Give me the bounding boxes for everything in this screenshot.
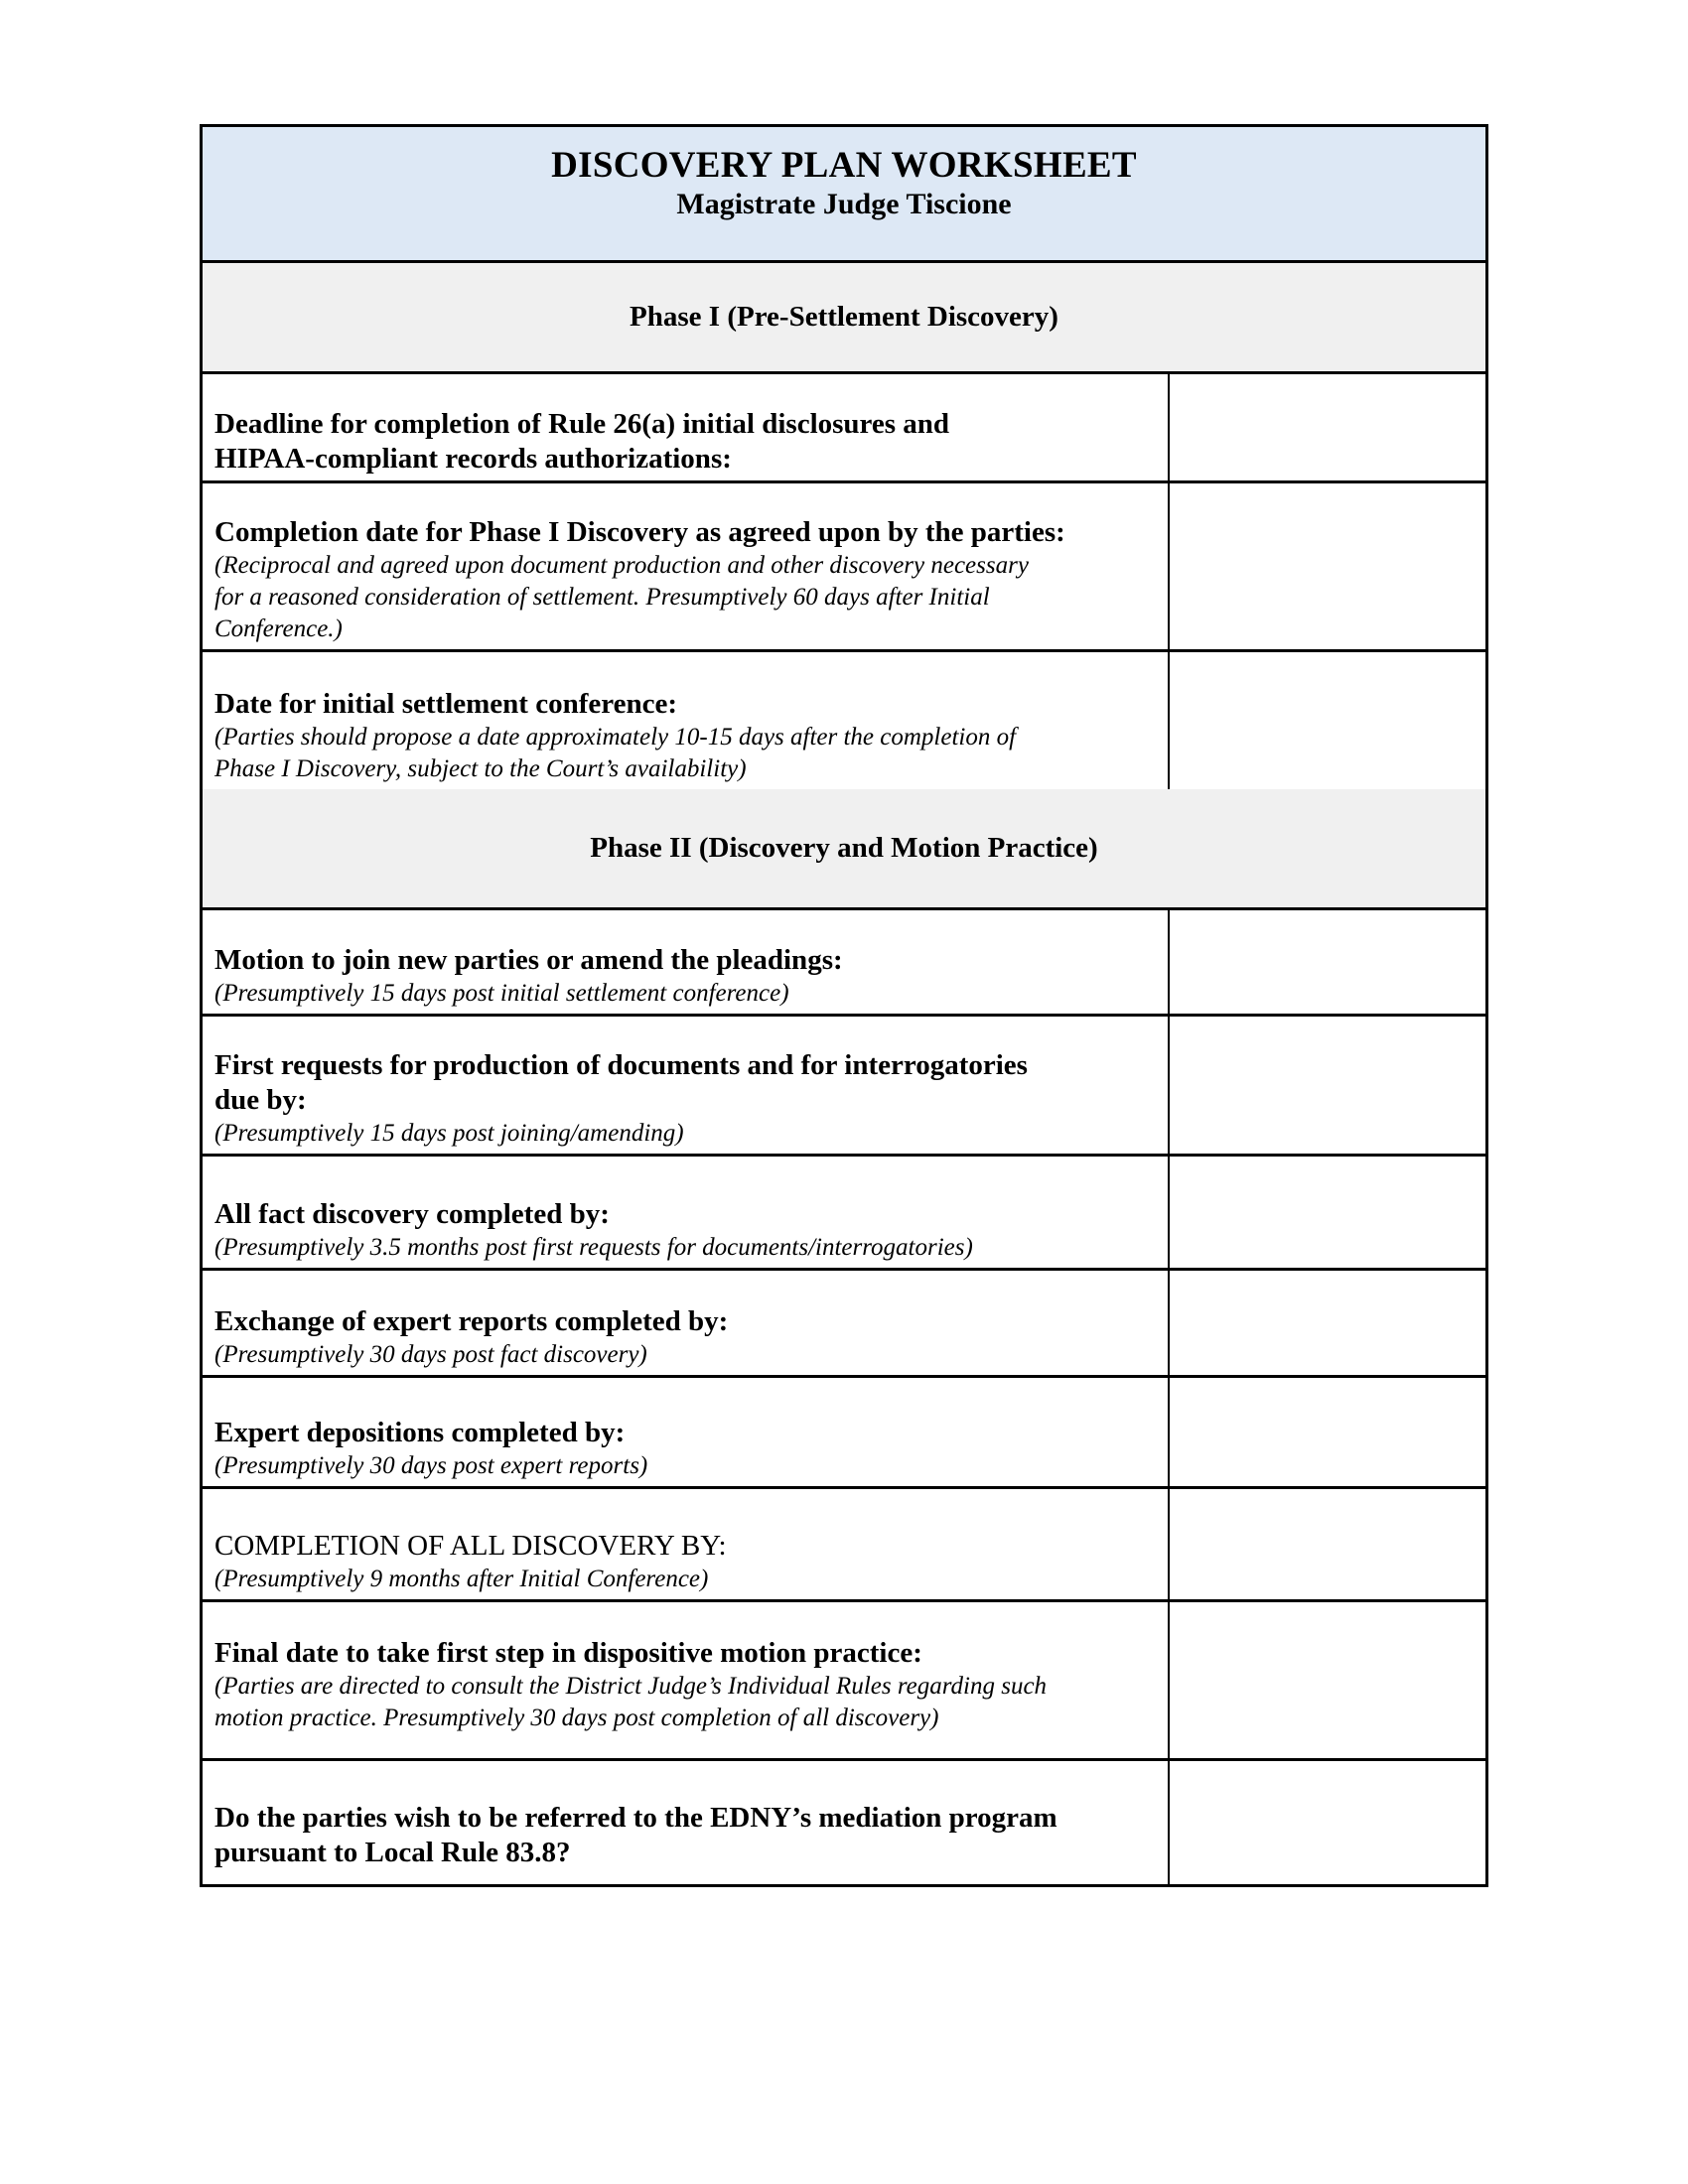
row-note: (Presumptively 30 days post fact discovery) xyxy=(214,1341,647,1368)
row-label-cell xyxy=(203,1271,1170,1375)
phase2-row-dispositive-motion xyxy=(203,1602,1485,1761)
row-label: First requests for production of documents and for interrogatories xyxy=(214,1049,1028,1081)
row-note: for a reasoned consideration of settlement. Presumptively 60 days after Initial xyxy=(214,584,990,611)
row-label: Final date to take first step in dispositive motion practice: xyxy=(214,1637,922,1669)
phase2-row-mediation-referral xyxy=(203,1761,1485,1884)
row-label: Do the parties wish to be referred to the EDNY’s mediation program xyxy=(214,1802,1057,1834)
row-note: (Presumptively 15 days post joining/amending) xyxy=(214,1120,684,1147)
row-note: (Reciprocal and agreed upon document production and other discovery necessary xyxy=(214,552,1029,579)
discovery-plan-table xyxy=(200,124,1488,1887)
row-label-cell xyxy=(203,1157,1170,1268)
row-label: pursuant to Local Rule 83.8? xyxy=(214,1837,571,1868)
row-label: Motion to join new parties or amend the pleadings: xyxy=(214,944,843,976)
row-label: Expert depositions completed by: xyxy=(214,1417,626,1448)
phase2-row-first-requests xyxy=(203,1017,1485,1157)
row-note: (Presumptively 3.5 months post first requests for documents/interrogatories) xyxy=(214,1234,973,1261)
row-note: motion practice. Presumptively 30 days post completion of all discovery) xyxy=(214,1705,939,1731)
date-entry-cell[interactable] xyxy=(1170,374,1485,480)
row-label: Date for initial settlement conference: xyxy=(214,688,677,720)
phase2-heading: Phase II (Discovery and Motion Practice) xyxy=(203,789,1485,910)
row-label: All fact discovery completed by: xyxy=(214,1198,610,1230)
date-entry-cell[interactable] xyxy=(1170,1489,1485,1599)
date-entry-cell[interactable] xyxy=(1170,1017,1485,1154)
row-note: (Parties should propose a date approximately 10-15 days after the completion of xyxy=(214,724,1017,751)
row-label-cell xyxy=(203,652,1170,789)
date-entry-cell[interactable] xyxy=(1170,483,1485,649)
date-entry-cell[interactable] xyxy=(1170,910,1485,1014)
answer-entry-cell[interactable] xyxy=(1170,1761,1485,1884)
phase1-row-completion-date xyxy=(203,483,1485,652)
phase1-row-settlement-conference xyxy=(203,652,1485,789)
row-label-cell xyxy=(203,1378,1170,1486)
date-entry-cell[interactable] xyxy=(1170,1602,1485,1758)
row-label-cell xyxy=(203,1761,1170,1884)
row-label-cell xyxy=(203,1602,1170,1758)
phase2-row-completion-all-discovery xyxy=(203,1489,1485,1602)
row-note: (Presumptively 15 days post initial settlement conference) xyxy=(214,980,789,1007)
row-note: (Presumptively 30 days post expert reports) xyxy=(214,1452,648,1479)
date-entry-cell[interactable] xyxy=(1170,1271,1485,1375)
row-label-cell xyxy=(203,1017,1170,1154)
phase1-heading: Phase I (Pre-Settlement Discovery) xyxy=(203,263,1485,374)
row-label-cell xyxy=(203,374,1170,480)
worksheet-title: DISCOVERY PLAN WORKSHEET xyxy=(551,145,1137,186)
phase2-row-expert-reports xyxy=(203,1271,1485,1378)
row-label: Completion date for Phase I Discovery as agreed upon by the parties: xyxy=(214,516,1065,548)
phase1-row-initial-disclosures xyxy=(203,374,1485,483)
row-label: Exchange of expert reports completed by: xyxy=(214,1305,729,1337)
row-label: COMPLETION OF ALL DISCOVERY BY: xyxy=(214,1530,727,1562)
judge-subtitle: Magistrate Judge Tiscione xyxy=(676,188,1012,220)
date-entry-cell[interactable] xyxy=(1170,1378,1485,1486)
row-note: Conference.) xyxy=(214,615,343,642)
date-entry-cell[interactable] xyxy=(1170,652,1485,789)
row-label: Deadline for completion of Rule 26(a) initial disclosures and xyxy=(214,408,950,440)
row-note: Phase I Discovery, subject to the Court’s availability) xyxy=(214,755,747,782)
phase2-row-join-parties xyxy=(203,910,1485,1017)
row-label: due by: xyxy=(214,1084,307,1116)
row-label-cell xyxy=(203,1489,1170,1599)
phase2-row-expert-depositions xyxy=(203,1378,1485,1489)
phase2-row-fact-discovery xyxy=(203,1157,1485,1271)
row-note: (Presumptively 9 months after Initial Conference) xyxy=(214,1566,709,1592)
title-block xyxy=(203,127,1485,263)
row-label: HIPAA-compliant records authorizations: xyxy=(214,443,732,475)
date-entry-cell[interactable] xyxy=(1170,1157,1485,1268)
row-note: (Parties are directed to consult the District Judge’s Individual Rules regarding such xyxy=(214,1673,1048,1700)
row-label-cell xyxy=(203,910,1170,1014)
row-label-cell xyxy=(203,483,1170,649)
